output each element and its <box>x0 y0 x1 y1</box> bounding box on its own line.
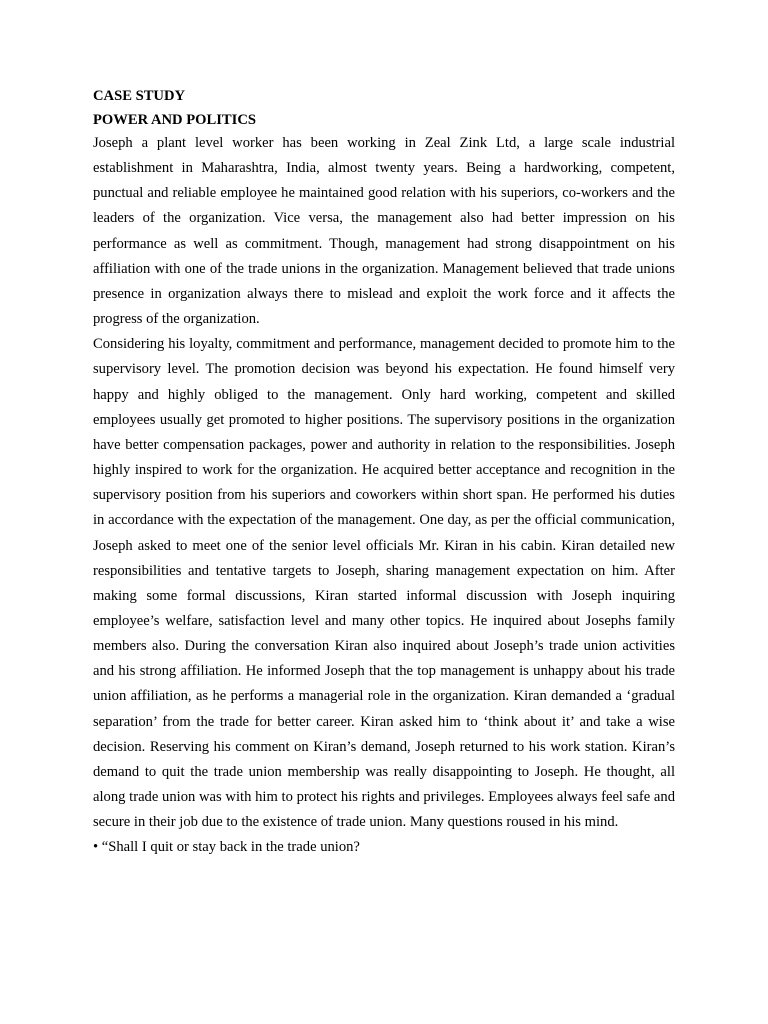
case-study-heading: CASE STUDY <box>93 88 186 104</box>
power-and-politics-heading: POWER AND POLITICS <box>93 112 256 128</box>
document-page <box>93 86 675 861</box>
bullet-question: • “Shall I quit or stay back in the trade union? <box>93 839 360 856</box>
paragraph-1: Joseph a plant level worker has been working in Zeal Zink Ltd, a large scale industrial establishment in Maharashtra, India, almost twenty years. Being a hardworking, competent, punctual and reliable employee he maintained good relation with his superiors, co-workers and the leaders of the organization. Vice versa, the management also had better impression on his performance as well as commitment. Though, management had strong disappointment on his affiliation with one of the trade unions in the organization. Management believed that trade unions presence in organization always there to mislead and exploit the work force and it affects the progress of the organization. <box>93 135 675 328</box>
paragraph-2: Considering his loyalty, commitment and performance, management decided to promote him to the supervisory level. The promotion decision was beyond his expectation. He found himself very happy and highly obliged to the management. Only hard working, competent and skilled employees usually get promoted to higher positions. The supervisory positions in the organization have better compensation packages, power and authority in relation to the responsibilities. Joseph highly inspired to work for the organization. He acquired better acceptance and recognition in the supervisory position from his superiors and coworkers within short span. He performed his duties in accordance with the expectation of the management. One day, as per the official communication, Joseph asked to meet one of the senior level officials Mr. Kiran in his cabin. Kiran detailed new responsibilities and tentative targets to Joseph, sharing management expectation on him. After making some formal discussions, Kiran started informal discussion with Joseph inquiring employee’s welfare, satisfaction level and many other topics. He inquired about Josephs family members also. During the conversation Kiran also inquired about Joseph’s trade union activities and his strong affiliation. He informed Joseph that the top management is unhappy about his trade union affiliation, as he performs a managerial role in the organization. Kiran demanded a ‘gradual separation’ from the trade for better career. Kiran asked him to ‘think about it’ and take a wise decision. Reserving his comment on Kiran’s demand, Joseph returned to his work station. Kiran’s demand to quit the trade union membership was really disappointing to Joseph. He thought, all along trade union was with him to protect his rights and privileges. Employees always feel safe and secure in their job due to the existence of trade union. Many questions roused in his mind. <box>93 336 675 831</box>
